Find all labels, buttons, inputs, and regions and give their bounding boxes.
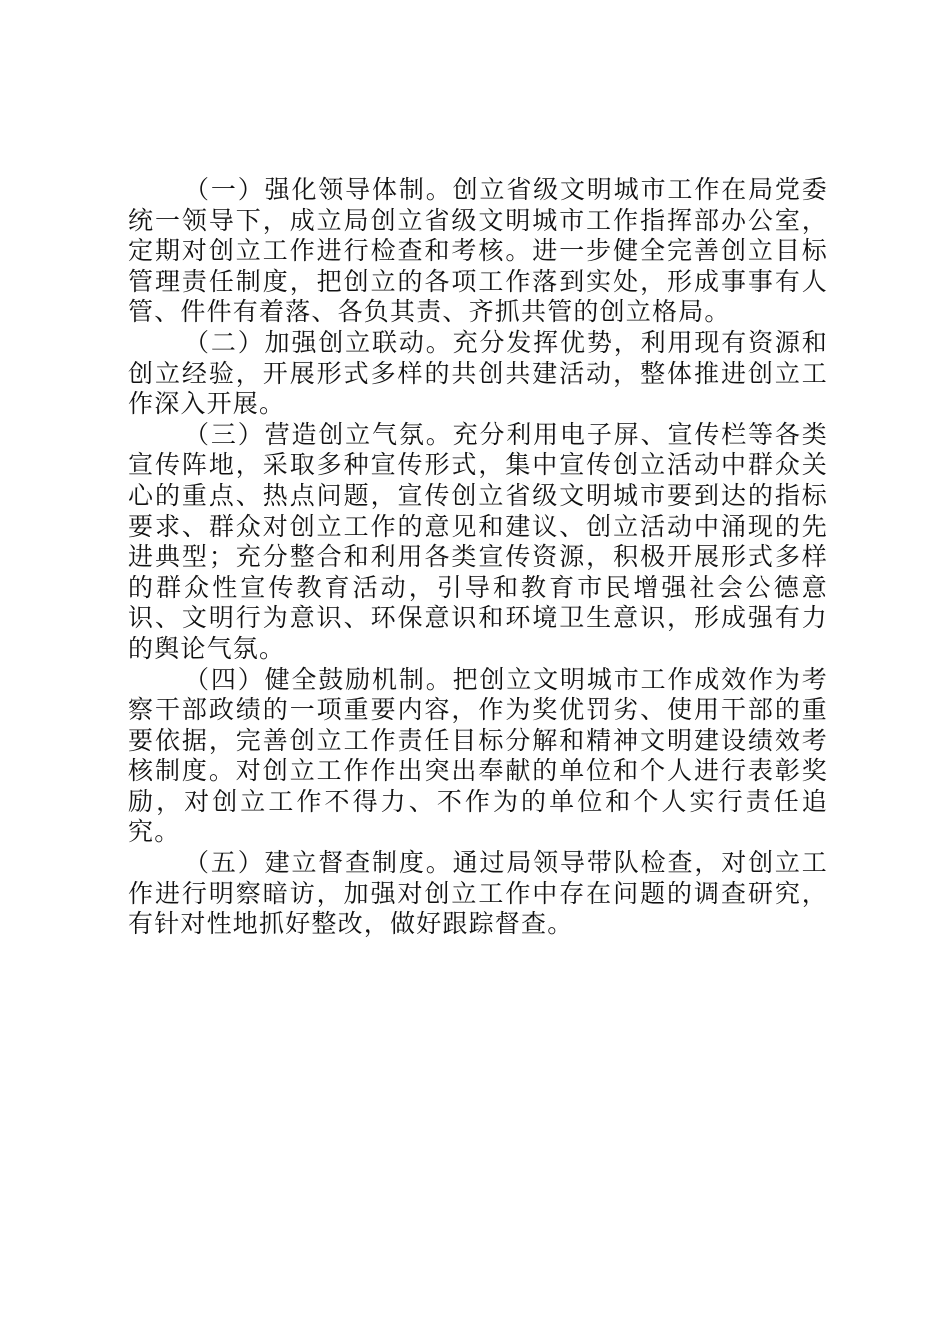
paragraph-incentive-mechanism: （四）健全鼓励机制。把创立文明城市工作成效作为考察干部政绩的一项重要内容，作为奖优罚劣、使用干部的重要依据，完善创立工作责任目标分解和精神文明建设绩效考核制度。对创立工作作出突出奉献的单位和个人进行表彰奖励，对创立工作不得力、不作为的单位和个人实行责任追究。 <box>128 664 828 847</box>
paragraph-linkage: （二）加强创立联动。充分发挥优势，利用现有资源和创立经验，开展形式多样的共创共建活动，整体推进创立工作深入开展。 <box>128 327 828 419</box>
document-body <box>128 175 828 940</box>
paragraph-atmosphere: （三）营造创立气氛。充分利用电子屏、宣传栏等各类宣传阵地，采取多种宣传形式，集中宣传创立活动中群众关心的重点、热点问题，宣传创立省级文明城市要到达的指标要求、群众对创立工作的意见和建议、创立活动中涌现的先进典型；充分整合和利用各类宣传资源，积极开展形式多样的群众性宣传教育活动，引导和教育市民增强社会公德意识、文明行为意识、环保意识和环境卫生意识，形成强有力的舆论气氛。 <box>128 419 828 663</box>
paragraph-supervision-system: （五）建立督查制度。通过局领导带队检查，对创立工作进行明察暗访，加强对创立工作中存在问题的调查研究，有针对性地抓好整改，做好跟踪督查。 <box>128 848 828 939</box>
paragraph-leadership-system: （一）强化领导体制。创立省级文明城市工作在局党委统一领导下，成立局创立省级文明城市工作指挥部办公室，定期对创立工作进行检查和考核。进一步健全完善创立目标管理责任制度，把创立的各项工作落到实处，形成事事有人管、件件有着落、各负其责、齐抓共管的创立格局。 <box>128 175 828 327</box>
